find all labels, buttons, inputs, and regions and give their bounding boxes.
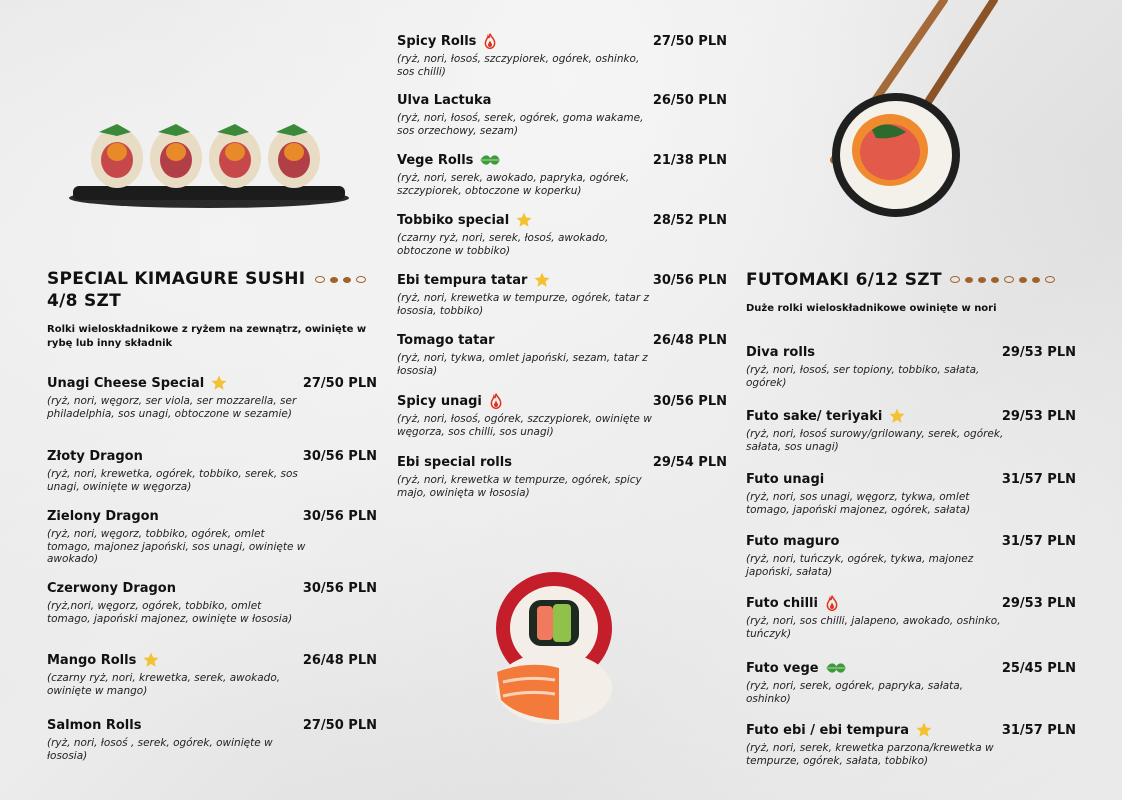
item-ingredients: (ryż, nori, łosoś , serek, ogórek, owinięte w łososia) [47,737,273,762]
item-ingredients: (ryż, nori, łosoś, szczypiorek, ogórek, oshinko, sos chilli) [397,53,640,78]
item-name: Futo sake/ teriyaki [746,408,883,424]
item-name: Zielony Dragon [47,508,159,524]
item-name-wrap [47,449,143,464]
item-price: 26/48 PLN [652,332,727,348]
item-name: Ebi tempura tatar [397,272,528,288]
item-ingredients: (ryż, nori, łosoś, ser topiony, tobbiko, sałata, ogórek) [746,364,980,389]
menu-item-row [47,715,377,735]
item-price: 29/53 PLN [1001,408,1076,424]
menu-item-zloty-dragon [47,446,377,493]
star-icon [533,271,551,289]
item-name: Spicy Rolls [397,33,477,49]
item-price: 27/50 PLN [652,33,727,49]
item-name: Futo chilli [746,595,818,611]
item-name-wrap [47,374,228,392]
menu-item-row [397,330,727,350]
menu-item-czerwony-dragon [47,578,377,625]
leaf-icon [825,660,847,676]
item-price: 30/56 PLN [302,448,377,464]
menu-item-row [397,210,727,230]
item-name-wrap [746,407,906,425]
item-name: Unagi Cheese Special [47,375,205,391]
menu-item-futo-maguro [746,531,1076,578]
item-name: Złoty Dragon [47,448,143,464]
item-name-wrap [397,271,551,289]
menu-item-row [47,373,377,393]
menu-item-row [746,406,1076,426]
menu-item-ebi-tempura-tatar [397,270,727,317]
item-name-wrap [397,93,491,108]
item-price: 31/57 PLN [1001,533,1076,549]
menu-item-row [47,578,377,598]
item-price: 30/56 PLN [652,393,727,409]
menu-item-spicy-rolls [397,31,727,78]
item-name-wrap [746,534,839,549]
item-price: 21/38 PLN [652,152,727,168]
item-ingredients: (ryż, nori, serek, awokado, papryka, ogórek, szczypiorek, obtoczone w koperku) [397,172,630,197]
menu-item-ulva-lactuka [397,90,727,137]
item-price: 28/52 PLN [652,212,727,228]
item-name: Czerwony Dragon [47,580,176,596]
ornament-divider [315,276,366,283]
menu-item-ebi-special-rolls [397,452,727,499]
chili-icon [824,594,840,612]
item-price: 30/56 PLN [302,580,377,596]
item-ingredients: (ryż,nori, węgorz, ogórek, tobbiko, omlet tomago, japoński majonez, owinięte w łososia) [47,600,293,625]
item-name: Vege Rolls [397,152,474,168]
menu-item-spicy-unagi [397,391,727,438]
item-price: 26/50 PLN [652,92,727,108]
item-ingredients: (ryż, nori, łosoś, serek, ogórek, goma wakame, sos orzechowy, sezam) [397,112,644,137]
menu-item-row [746,658,1076,678]
item-name-wrap [746,721,933,739]
item-name-wrap [746,660,847,676]
menu-item-futo-vege [746,658,1076,705]
item-ingredients: (ryż, nori, łosoś surowy/grilowany, serek, ogórek, sałata, sos unagi) [746,428,1004,453]
star-icon [888,407,906,425]
item-price: 30/56 PLN [652,272,727,288]
menu-item-row [746,531,1076,551]
item-ingredients: (ryż, nori, węgorz, ser viola, ser mozzarella, ser philadelphia, sos unagi, obtoczone w sezamie) [47,395,297,420]
item-name-wrap [397,32,498,50]
star-icon [142,651,160,669]
section-description: Duże rolki wieloskładnikowe owinięte w nori [746,303,997,314]
chili-icon [488,392,504,410]
item-name: Ebi special rolls [397,454,512,470]
menu-item-row [47,650,377,670]
item-name: Futo unagi [746,471,825,487]
item-price: 31/57 PLN [1001,722,1076,738]
item-name-wrap [47,718,141,733]
item-name: Tomago tatar [397,332,495,348]
item-price: 29/54 PLN [652,454,727,470]
item-ingredients: (ryż, nori, sos chilli, jalapeno, awokado, oshinko, tuńczyk) [746,615,1001,640]
item-ingredients: (ryż, nori, węgorz, tobbiko, ogórek, omlet tomago, majonez japoński, sos unagi, owinięte w awokado) [47,528,306,565]
item-ingredients: (ryż, nori, serek, ogórek, papryka, sałata, oshinko) [746,680,964,705]
menu-item-unagi-cheese-special [47,373,377,420]
menu-item-row [746,593,1076,613]
item-name-wrap [397,333,495,348]
item-name-wrap [47,509,159,524]
item-price: 25/45 PLN [1001,660,1076,676]
section-title [47,268,305,312]
item-name: Spicy unagi [397,393,482,409]
menu-item-row [397,31,727,51]
item-ingredients: (ryż, nori, tykwa, omlet japoński, sezam, tatar z łososia) [397,352,648,377]
item-name-wrap [746,345,815,360]
item-name: Mango Rolls [47,652,137,668]
item-name-wrap [47,581,176,596]
menu-item-tobbiko-special [397,210,727,257]
section-description: Rolki wieloskładnikowe z ryżem na zewnątrz, owinięte w rybę lub inny składnik [47,324,367,349]
menu-item-row [746,342,1076,362]
menu-item-row [47,506,377,526]
item-name-wrap [397,392,504,410]
item-ingredients: (ryż, nori, sos unagi, węgorz, tykwa, omlet tomago, japoński majonez, ogórek, sałata) [746,491,971,516]
item-name-wrap [746,594,840,612]
item-ingredients: (ryż, nori, krewetka, ogórek, tobbiko, serek, sos unagi, owinięte w węgorza) [47,468,298,493]
menu-item-tomago-tatar [397,330,727,377]
item-name: Futo vege [746,660,819,676]
item-ingredients: (czarny ryż, nori, serek, łosoś, awokado, obtoczone w tobbiko) [397,232,609,257]
section-title: FUTOMAKI 6/12 SZT [746,270,942,290]
menu-item-row [397,270,727,290]
item-price: 27/50 PLN [302,717,377,733]
menu-item-row [746,469,1076,489]
menu-item-zielony-dragon [47,506,377,566]
menu-item-row [397,90,727,110]
item-name-wrap [397,152,501,168]
menu-item-futo-sake-teriyaki [746,406,1076,453]
menu-item-row [47,446,377,466]
menu-item-futo-chilli [746,593,1076,640]
section-title-line2: 4/8 SZT [47,291,122,311]
section-title-line1: SPECIAL KIMAGURE SUSHI [47,269,306,289]
item-name-wrap [397,455,512,470]
leaf-icon [479,152,501,168]
item-name: Ulva Lactuka [397,92,492,108]
menu-item-row [397,150,727,170]
menu-item-mango-rolls [47,650,377,697]
ornament-divider [950,276,1055,283]
menu-item-row [397,452,727,472]
menu-item-row [746,720,1076,740]
item-name: Salmon Rolls [47,717,142,733]
item-name-wrap [746,472,824,487]
item-name: Futo ebi / ebi tempura [746,722,909,738]
item-name-wrap [47,651,160,669]
item-name: Tobbiko special [397,212,510,228]
item-price: 30/56 PLN [302,508,377,524]
sushi-tray-image [69,118,354,213]
item-price: 27/50 PLN [302,375,377,391]
item-price: 29/53 PLN [1001,344,1076,360]
item-ingredients: (ryż, nori, krewetka w tempurze, ogórek, tatar z łososia, tobbiko) [397,292,650,317]
star-icon [210,374,228,392]
menu-item-futo-ebi-ebi-tempura [746,720,1076,767]
sushi-piece-image [489,560,619,730]
menu-item-vege-rolls [397,150,727,197]
menu-item-futo-unagi [746,469,1076,516]
item-ingredients: (ryż, nori, krewetka w tempurze, ogórek, spicy majo, owinięta w łososia) [397,474,642,499]
item-price: 26/48 PLN [302,652,377,668]
chili-icon [482,32,498,50]
menu-item-row [397,391,727,411]
item-ingredients: (czarny ryż, nori, krewetka, serek, awokado, owinięte w mango) [47,672,281,697]
menu-item-salmon-rolls [47,715,377,762]
sushi-chopsticks-image [824,0,1024,225]
item-name: Futo maguro [746,533,840,549]
item-price: 29/53 PLN [1001,595,1076,611]
menu-item-diva-rolls [746,342,1076,389]
item-name: Diva rolls [746,344,816,360]
item-price: 31/57 PLN [1001,471,1076,487]
item-ingredients: (ryż, nori, tuńczyk, ogórek, tykwa, majonez japoński, sałata) [746,553,974,578]
star-icon [515,211,533,229]
item-ingredients: (ryż, nori, łosoś, ogórek, szczypiorek, owinięte w węgorza, sos chilli, sos unagi) [397,413,652,438]
star-icon [915,721,933,739]
item-name-wrap [397,211,533,229]
item-ingredients: (ryż, nori, serek, krewetka parzona/krewetka w tempurze, ogórek, sałata, tobbiko) [746,742,994,767]
